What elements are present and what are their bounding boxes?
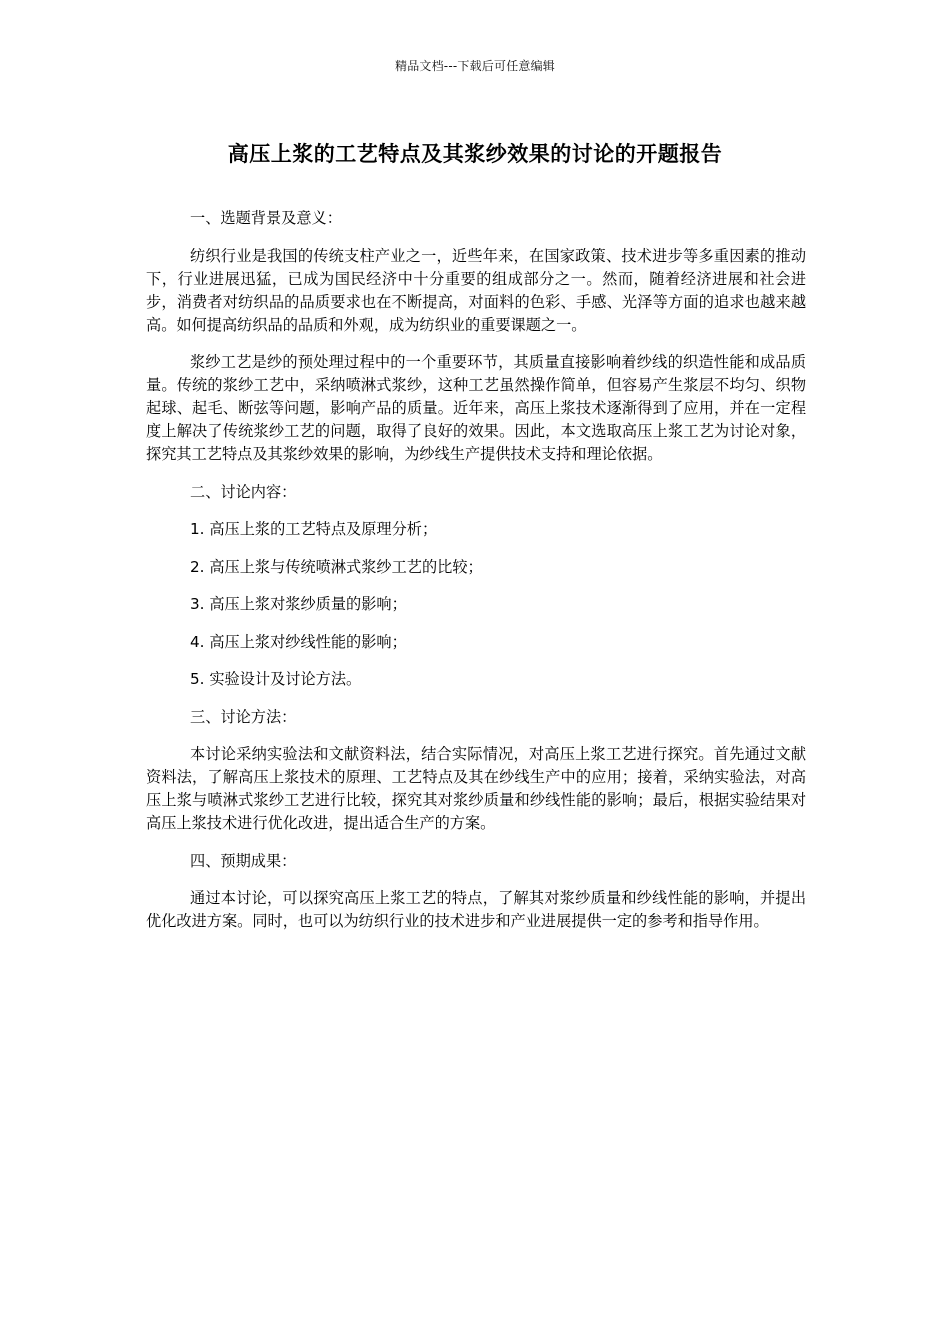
- document-title: 高压上浆的工艺特点及其浆纱效果的讨论的开题报告: [227, 142, 723, 166]
- list-item: 5. 实验设计及讨论方法。: [190, 670, 362, 688]
- section-heading-outcome: 四、预期成果：: [190, 851, 297, 870]
- paragraph-outcome: 通过本讨论，可以探究高压上浆工艺的特点，了解其对浆纱质量和纱线性能的影响，并提出优化改进方案。同时，也可以为纺织行业的技术进步和产业进展提供一定的参考和指导作用。: [146, 889, 806, 930]
- section-heading-background: 一、选题背景及意义：: [190, 209, 342, 227]
- paragraph-background-1: 纺织行业是我国的传统支柱产业之一，近些年来，在国家政策、技术进步等多重因素的推动下，行业进展迅猛，已成为国民经济中十分重要的组成部分之一。然而，随着经济进展和社会进步，消费者对纺织品的品质要求也在不断提高，对面料的色彩、手感、光泽等方面的追求也越来越高。如何提高纺织品的品质和外观，成为纺织业的重要课题之一。: [146, 246, 806, 334]
- list-item: 2. 高压上浆与传统喷淋式浆纱工艺的比较；: [190, 557, 483, 576]
- list-item: 3. 高压上浆对浆纱质量的影响；: [190, 595, 407, 613]
- section-heading-content: 二、讨论内容：: [190, 482, 297, 501]
- list-item: 4. 高压上浆对纱线性能的影响；: [190, 632, 407, 651]
- list-item: 1. 高压上浆的工艺特点及原理分析；: [190, 520, 438, 538]
- paragraph-method: 本讨论采纳实验法和文献资料法，结合实际情况，对高压上浆工艺进行探究。首先通过文献资料法，了解高压上浆技术的原理、工艺特点及其在纱线生产中的应用；接着，采纳实验法，对高压上浆与喷淋式浆纱工艺进行比较，探究其对浆纱质量和纱线性能的影响；最后，根据实验结果对高压上浆技术进行优化改进，提出适合生产的方案。: [146, 745, 806, 832]
- section-heading-method: 三、讨论方法：: [190, 707, 297, 726]
- paragraph-background-2: 浆纱工艺是纱的预处理过程中的一个重要环节，其质量直接影响着纱线的织造性能和成品质量。传统的浆纱工艺中，采纳喷淋式浆纱，这种工艺虽然操作简单，但容易产生浆层不均匀、织物起球、起毛、断弦等问题，影响产品的质量。近年来，高压上浆技术逐渐得到了应用，并在一定程度上解决了传统浆纱工艺的问题，取得了良好的效果。因此，本文选取高压上浆工艺为讨论对象，探究其工艺特点及其浆纱效果的影响，为纱线生产提供技术支持和理论依据。: [146, 353, 806, 463]
- header-note: 精品文档---下载后可任意编辑: [395, 59, 555, 73]
- document-body: [146, 207, 806, 948]
